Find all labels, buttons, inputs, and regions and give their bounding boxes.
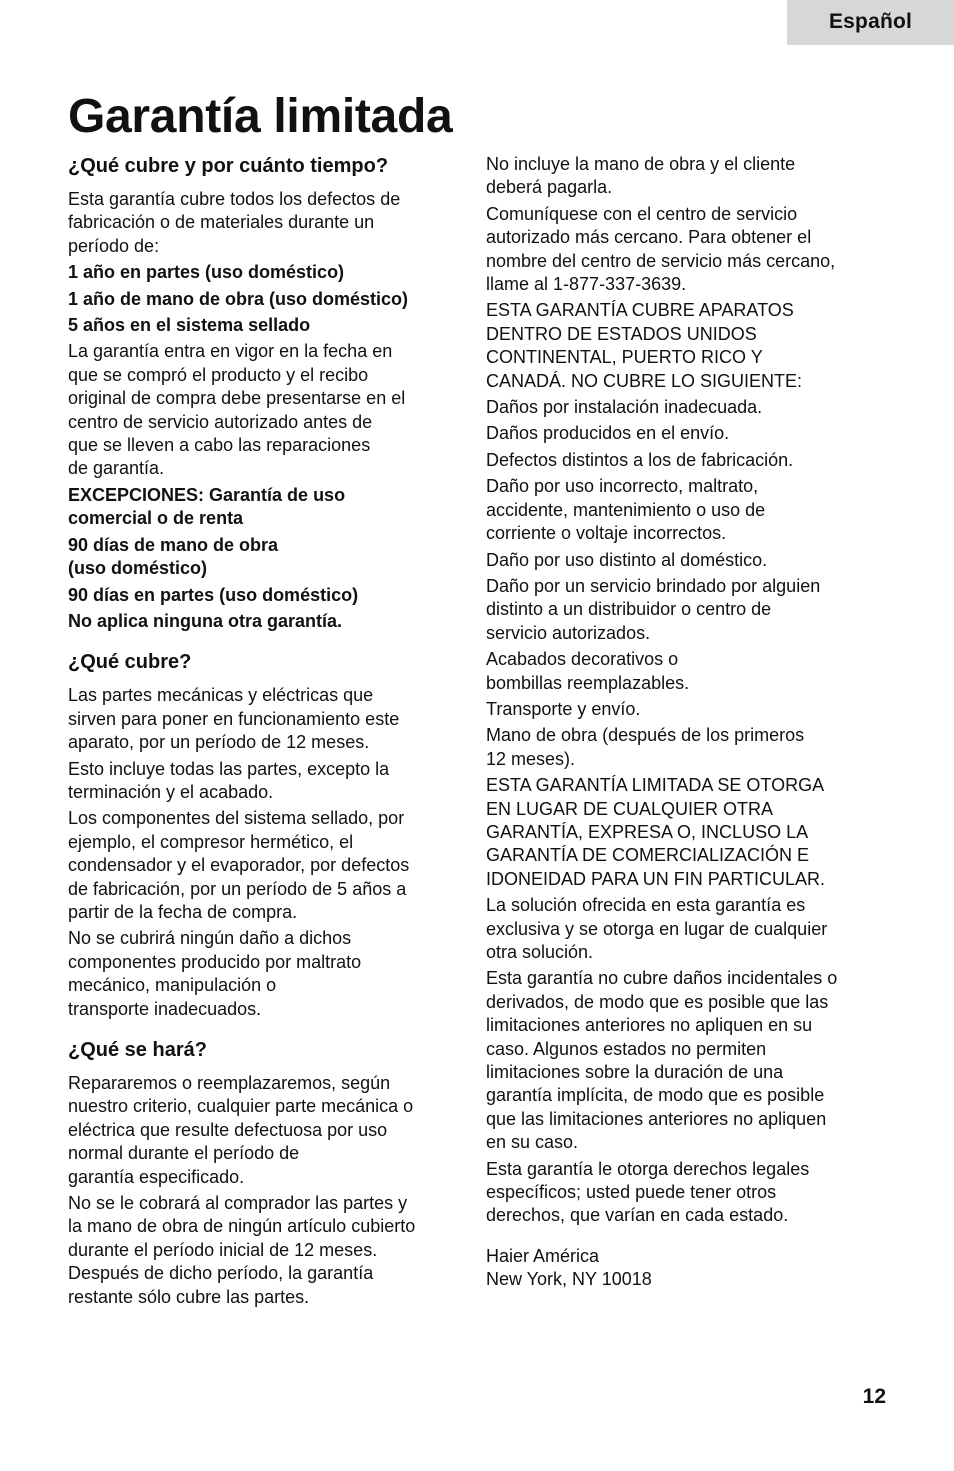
no-other-warranty: No aplica ninguna otra garantía.: [68, 610, 343, 631]
section-heading-what-will-be-done: ¿Qué se hará?: [68, 1039, 207, 1061]
paragraph: La garantía entra en vigor en la fecha en que se compró el producto y el recibo original de compra debe presentarse en el centro de servicio autorizado antes de que se lleven a cabo las reparaciones de garantía.: [68, 341, 406, 479]
paragraph: No se cubrirá ningún daño a dichos componentes producido por maltrato mecánico, manipulación o transporte inadecuados.: [68, 928, 362, 1019]
paragraph: Esta garantía le otorga derechos legales específicos; usted puede tener otros derechos, que varían en cada estado.: [486, 1158, 810, 1226]
page-title: Garantía limitada: [68, 90, 453, 143]
exclusion-item: Daños producidos en el envío.: [486, 423, 730, 444]
spacer: [486, 1231, 891, 1245]
exclusion-item: Acabados decorativos o bombillas reemplazables.: [486, 649, 690, 693]
paragraph: ESTA GARANTÍA CUBRE APARATOS DENTRO DE ESTADOS UNIDOS CONTINENTAL, PUERTO RICO Y CANADÁ. NO CUBRE LO SIGUIENTE:: [486, 300, 803, 391]
paragraph: Comuníquese con el centro de servicio autorizado más cercano. Para obtener el nombre del centro de servicio más cercano, llame al 1-877-337-3639.: [486, 203, 836, 295]
exclusion-item: Daño por uso distinto al doméstico.: [486, 549, 768, 570]
paragraph: No se le cobrará al comprador las partes y la mano de obra de ningún artículo cubierto durante el período inicial de 12 meses. Después de dicho período, la garantía restante sólo cubre las partes.: [68, 1193, 416, 1307]
exclusion-item: Daño por un servicio brindado por alguien distinto a un distribuidor o centro de servicio autorizados.: [486, 575, 821, 643]
paragraph: Esto incluye todas las partes, excepto la terminación y el acabado.: [68, 758, 390, 802]
paragraph: ESTA GARANTÍA LIMITADA SE OTORGA EN LUGAR DE CUALQUIER OTRA GARANTÍA, EXPRESA O, INCLUSO LA GARANTÍA DE COMERCIALIZACIÓN E IDONEIDAD PARA UN FIN PARTICULAR.: [486, 775, 826, 889]
left-column: [68, 153, 468, 1312]
section-heading-coverage-period: ¿Qué cubre y por cuánto tiempo?: [68, 155, 389, 177]
paragraph: La solución ofrecida en esta garantía es exclusiva y se otorga en lugar de cualquier otra solución.: [486, 895, 828, 962]
exception-item: 90 días en partes (uso doméstico): [68, 584, 359, 605]
exclusion-item: Mano de obra (después de los primeros 12 meses).: [486, 725, 805, 769]
paragraph: Las partes mecánicas y eléctricas que sirven para poner en funcionamiento este aparato, por un período de 12 meses.: [68, 685, 400, 753]
paragraph: Los componentes del sistema sellado, por ejemplo, el compresor hermético, el condensador y el evaporador, por defectos de fabricación, por un período de 5 años a partir de la fecha de compra.: [68, 808, 410, 922]
page-number: 12: [862, 1385, 886, 1408]
coverage-item: 1 año de mano de obra (uso doméstico): [68, 288, 409, 309]
paragraph: No incluye la mano de obra y el cliente deberá pagarla.: [486, 154, 796, 198]
exception-item: 90 días de mano de obra (uso doméstico): [68, 534, 279, 579]
coverage-item: 1 año en partes (uso doméstico): [68, 262, 345, 283]
paragraph: Esta garantía cubre todos los defectos de fabricación o de materiales durante un período de:: [68, 189, 401, 256]
exclusion-item: Daños por instalación inadecuada.: [486, 397, 763, 418]
exceptions-heading: EXCEPCIONES: Garantía de uso comercial o de renta: [68, 484, 346, 529]
coverage-item: 5 años en el sistema sellado: [68, 315, 311, 336]
exclusion-item: Defectos distintos a los de fabricación.: [486, 449, 794, 470]
language-tab: Español: [787, 0, 954, 45]
right-column: [486, 153, 891, 1295]
paragraph: Repararemos o reemplazaremos, según nuestro criterio, cualquier parte mecánica o eléctrica que resulte defectuosa por uso normal durante el período de garantía especificado.: [68, 1073, 414, 1187]
exclusion-item: Transporte y envío.: [486, 698, 641, 719]
paragraph: Esta garantía no cubre daños incidentales o derivados, de modo que es posible que las limitaciones anteriores no apliquen en su caso. Algunos estados no permiten limitaciones sobre la duración de una garantía implícita, de modo que es posible que las limitaciones anteriores no apliquen en su caso.: [486, 968, 838, 1153]
company-address: Haier América New York, NY 10018: [486, 1245, 652, 1290]
exclusion-item: Daño por uso incorrecto, maltrato, accidente, mantenimiento o uso de corriente o voltaje incorrectos.: [486, 476, 766, 544]
section-heading-what-is-covered: ¿Qué cubre?: [68, 651, 192, 674]
